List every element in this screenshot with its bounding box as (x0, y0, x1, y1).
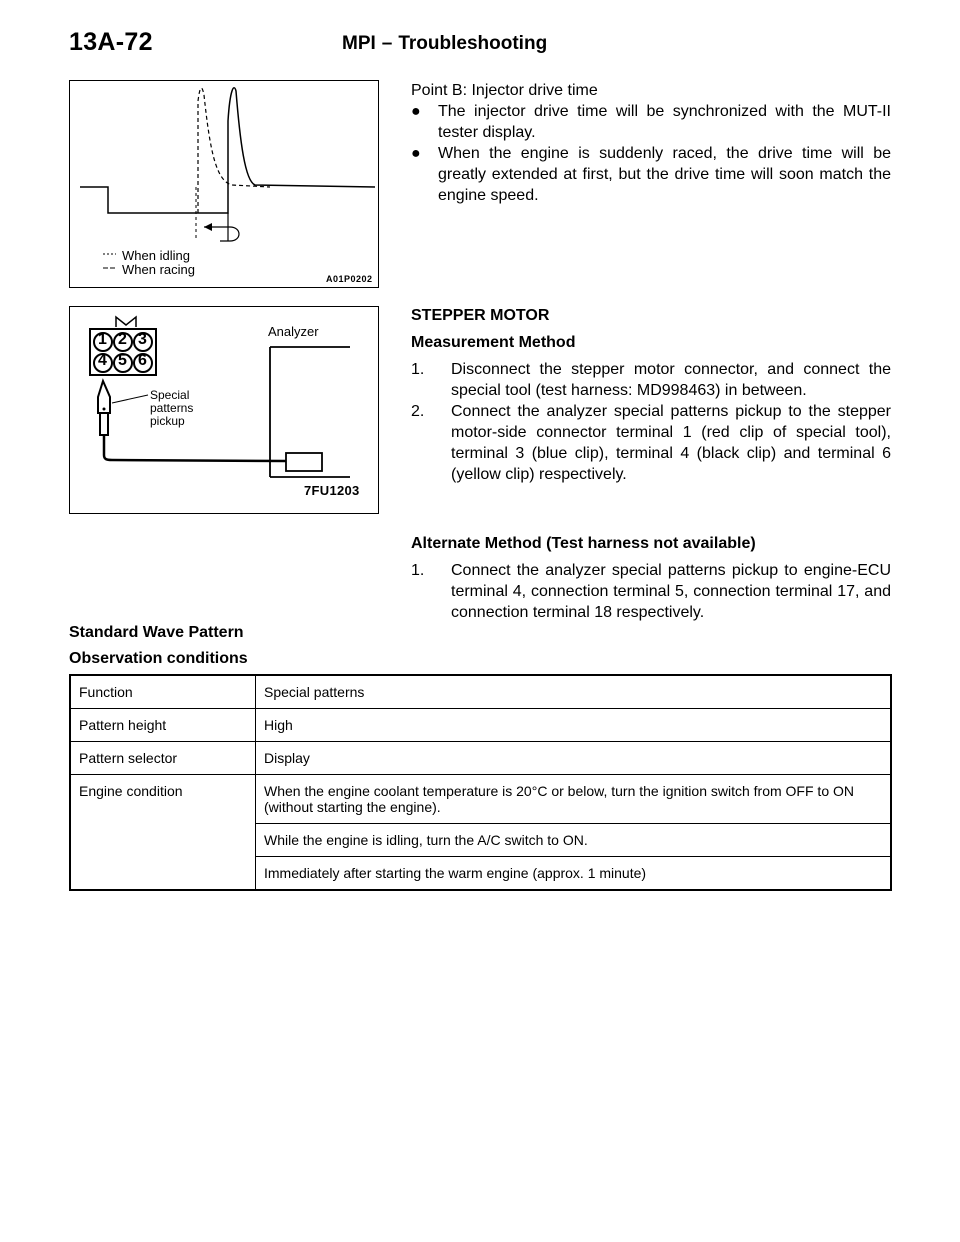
legend-idling: When idling (122, 248, 190, 263)
probe-grip (100, 413, 108, 435)
pin-label: 1 (98, 331, 107, 348)
title-dash: – (381, 33, 393, 54)
table-cell-value: When the engine coolant temperature is 20°C or below, turn the ignition switch from OFF to ON (without starting the engine). (256, 775, 892, 824)
observation-heading: Observation conditions (69, 650, 248, 667)
pin-label: 4 (98, 352, 107, 369)
step-number: 1. (411, 562, 425, 579)
label-leader (112, 395, 148, 403)
table-row (70, 775, 891, 824)
page-title (342, 33, 547, 55)
pin-label: 5 (118, 352, 127, 369)
connector-latch (116, 317, 136, 327)
injector-waveform-figure (69, 80, 379, 288)
step-text: Disconnect the stepper motor connector, and connect the special tool (test harness: MD998463) in between. (451, 361, 891, 399)
pickup-cable (104, 435, 286, 461)
subsection-name: Troubleshooting (398, 33, 548, 54)
list-item (411, 143, 891, 206)
table-cell-label: Pattern height (70, 709, 256, 742)
analyzer-input-socket (286, 453, 322, 471)
section-name: MPI (342, 33, 376, 54)
pickup-label-line: Special (150, 388, 190, 402)
dashed-waveform (198, 88, 270, 213)
pickup-label (150, 389, 193, 428)
list-item (411, 101, 891, 143)
pickup-label-line: pickup (150, 414, 185, 428)
table-cell-label: Engine condition (70, 775, 256, 891)
pin-label: 3 (138, 331, 147, 348)
bullet-icon: ● (411, 103, 421, 120)
injector-waveform-drawing (70, 81, 378, 287)
pin-label: 2 (118, 331, 127, 348)
list-item (411, 359, 891, 401)
wave-heading: Standard Wave Pattern (69, 624, 244, 641)
alternate-heading: Alternate Method (Test harness not available) (411, 535, 756, 552)
bullet-icon: ● (411, 145, 421, 162)
stepper-section (411, 305, 891, 485)
pin-numbers (90, 329, 156, 375)
step-number: 2. (411, 403, 425, 420)
figure-code: 7FU1203 (304, 483, 360, 498)
table-cell-value: Special patterns (256, 675, 892, 709)
table-cell-label: Pattern selector (70, 742, 256, 775)
pickup-label-line: patterns (150, 401, 194, 415)
page-number: 13A-72 (69, 28, 153, 56)
pin-label: 6 (138, 352, 147, 369)
observation-table (69, 674, 892, 891)
solid-waveform (80, 88, 375, 213)
table-cell-label: Function (70, 675, 256, 709)
table-cell-value: Display (256, 742, 892, 775)
stepper-heading: STEPPER MOTOR (411, 307, 550, 324)
table-row (70, 675, 891, 709)
table-cell-value: High (256, 709, 892, 742)
table-row (70, 742, 891, 775)
arrow-head-icon (204, 223, 212, 231)
step-number: 1. (411, 361, 425, 378)
table-cell-value: While the engine is idling, turn the A/C switch to ON. (256, 824, 892, 857)
method-heading: Measurement Method (411, 334, 576, 351)
legend-racing: When racing (122, 262, 195, 277)
figure-code: A01P0202 (326, 274, 373, 284)
alternate-section (411, 533, 891, 623)
list-item (411, 560, 891, 623)
point-b-title: Point B: Injector drive time (411, 82, 598, 99)
stepper-connection-figure (69, 306, 379, 514)
list-item (411, 401, 891, 485)
table-row (70, 709, 891, 742)
analyzer-label: Analyzer (268, 324, 319, 339)
table-cell-value: Immediately after starting the warm engine (approx. 1 minute) (256, 857, 892, 891)
step-text: Connect the analyzer special patterns pickup to engine-ECU terminal 4, connection terminal 5, connection terminal 17, and connection terminal 18 respectively. (451, 562, 891, 621)
analyzer-outline (270, 347, 350, 477)
bullet-text: When the engine is suddenly raced, the drive time will be greatly extended at first, but the drive time will soon match the engine speed. (438, 145, 891, 204)
step-text: Connect the analyzer special patterns pickup to the stepper motor-side connector terminal 1 (red clip of special tool), terminal 3 (blue clip), terminal 4 (black clip) and terminal 6 (yellow clip) respectively. (451, 403, 891, 483)
point-b-section (411, 80, 891, 206)
bullet-text: The injector drive time will be synchronized with the MUT-II tester display. (438, 103, 891, 141)
